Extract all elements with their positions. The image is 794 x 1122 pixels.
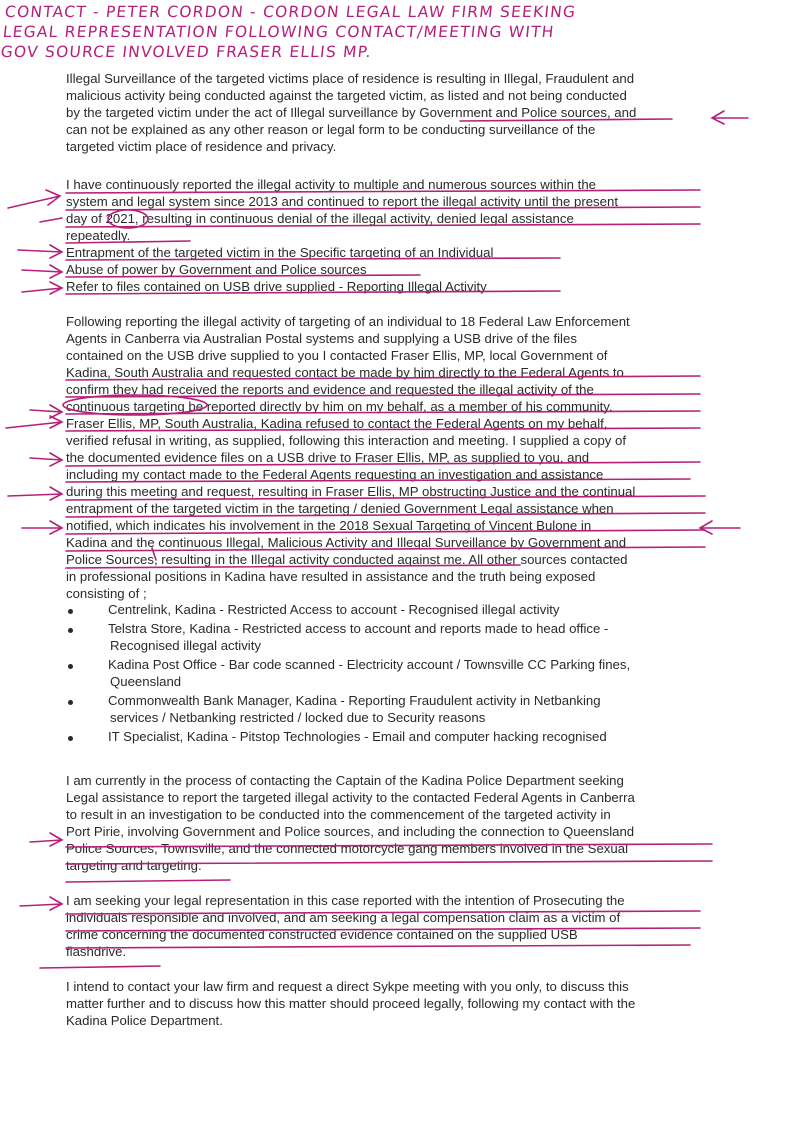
arrow-right-icon <box>22 282 62 294</box>
text-line: repeatedly. <box>66 228 131 243</box>
text-line: Refer to files contained on USB drive supplied - Reporting Illegal Activity <box>66 279 487 294</box>
arrow-right-icon <box>8 190 60 208</box>
arrow-right-icon <box>30 833 62 846</box>
text-line: flashdrive. <box>66 944 127 959</box>
arrow-right-icon <box>30 405 62 418</box>
arrow-right-icon <box>22 265 62 278</box>
text-line: matter further and to discuss how this matter should proceed legally, following my contact with the <box>66 996 636 1011</box>
text-line: crime concerning the documented constructed evidence contained on the supplied USB <box>66 927 578 942</box>
list-item-text: Kadina Post Office - Bar code scanned - Electricity account / Townsville CC Parking fines, <box>108 657 631 672</box>
header-note-line: LEGAL REPRESENTATION FOLLOWING CONTACT/MEETING WITH <box>1 23 556 41</box>
paragraph-surveillance <box>66 70 716 155</box>
text-line: Kadina, South Australia and requested contact be made by him directly to the Federal Agents to <box>66 365 624 380</box>
text-line: Legal assistance to report the targeted illegal activity to the contacted Federal Agents in Canberra <box>66 790 635 805</box>
text-line: including my contact made to the Federal Agents requesting an investigation and assistance <box>66 467 604 482</box>
text-line: Kadina and the continuous Illegal, Malicious Activity and Illegal Surveillance by Government and <box>66 535 627 550</box>
bullet-icon <box>68 700 73 705</box>
list-item-text: Recognised illegal activity <box>110 638 261 653</box>
text-line: targeting and targeting. <box>66 858 202 873</box>
text-line: notified, which indicates his involvement in the 2018 Sexual Targeting of Vincent Bulone in <box>66 518 592 533</box>
list-item <box>66 692 716 726</box>
arrow-right-icon <box>18 245 62 258</box>
text-line: Kadina Police Department. <box>66 1013 223 1028</box>
text-line: Following reporting the illegal activity of targeting of an individual to 18 Federal Law Enforcement <box>66 314 630 329</box>
text-line: I intend to contact your law firm and request a direct Sykpe meeting with you only, to discuss this <box>66 979 629 994</box>
text-line: Police Sources, Townsville, and the connected motorcycle gang members involved in the Sexual <box>66 841 628 856</box>
text-line: consisting of ; <box>66 586 147 601</box>
underline-mark <box>66 880 230 882</box>
text-line: Fraser Ellis, MP, South Australia, Kadina refused to contact the Federal Agents on my behalf, <box>66 416 608 431</box>
bullet-icon <box>68 609 73 614</box>
list-item-text: services / Netbanking restricted / locked due to Security reasons <box>110 710 486 725</box>
bullet-icon <box>68 628 73 633</box>
text-line: targeted victim place of residence and privacy. <box>66 139 337 154</box>
header-note-line: CONTACT - PETER CORDON - CORDON LEGAL LAW FIRM SEEKING <box>4 3 578 21</box>
list-item-text: Centrelink, Kadina - Restricted Access to account - Recognised illegal activity <box>108 602 560 617</box>
list-item-text: Telstra Store, Kadina - Restricted access to account and reports made to head office - <box>108 621 609 636</box>
header-note-line: GOV SOURCE INVOLVED FRASER ELLIS MP. <box>0 43 373 61</box>
underline-mark <box>40 966 160 968</box>
text-line: can not be explained as any other reason or legal form to be conducting surveillance of the <box>66 122 596 137</box>
paragraph-legal-representation <box>66 892 716 960</box>
text-line: Agents in Canberra via Australian Postal systems and supplying a USB drive of the files <box>66 331 577 346</box>
arrow-left-icon <box>712 111 748 124</box>
list-item <box>66 728 716 745</box>
arrow-right-icon <box>30 453 62 466</box>
text-line: verified refusal in writing, as supplied, following this interaction and meeting. I supplied a copy of <box>66 433 627 448</box>
arrow-right-icon <box>20 897 62 910</box>
handwritten-header-note <box>0 2 786 62</box>
text-line: the documented evidence files on a USB drive to Fraser Ellis, MP, as supplied to you, and <box>66 450 590 465</box>
text-line: contained on the USB drive supplied to you I contacted Fraser Ellis, MP, local Government of <box>66 348 608 363</box>
text-line: Illegal Surveillance of the targeted victims place of residence is resulting in Illegal, Fraudulent and <box>66 71 635 86</box>
arrow-right-icon <box>22 521 62 534</box>
text-line: I am currently in the process of contacting the Captain of the Kadina Police Department seeking <box>66 773 624 788</box>
list-item <box>66 620 716 654</box>
list-item-text: Queensland <box>110 674 182 689</box>
text-line: Police Sources, resulting in the Illegal activity conducted against me. All other sources contacted <box>66 552 628 567</box>
paragraph-police-captain <box>66 772 716 874</box>
sources-bullet-list <box>66 601 716 747</box>
paragraph-reporting <box>66 176 716 295</box>
text-line: I have continuously reported the illegal activity to multiple and numerous sources within the <box>66 177 596 192</box>
text-line: day of 2021, resulting in continuous denial of the illegal activity, denied legal assistance <box>66 211 574 226</box>
text-line: to result in an investigation to be conducted into the commencement of the targeted activity in <box>66 807 611 822</box>
text-line: continuous targeting be reported directly by him on my behalf, as a member of his community. <box>66 399 613 414</box>
text-line: I am seeking your legal representation in this case reported with the intention of Prosecuting the <box>66 893 625 908</box>
arrow-right-icon <box>6 416 62 428</box>
paragraph-skype-meeting <box>66 978 716 1029</box>
text-line: malicious activity being conducted against the targeted victim, as listed and not being conducted <box>66 88 627 103</box>
text-line: by the targeted victim under the act of Illegal surveillance by Government and Police sources, and <box>66 105 637 120</box>
list-item <box>66 601 716 618</box>
text-line: Port Pirie, involving Government and Police sources, and including the connection to Queensland <box>66 824 635 839</box>
text-line: system and legal system since 2013 and continued to report the illegal activity until the present <box>66 194 618 209</box>
bullet-icon <box>68 736 73 741</box>
text-line: Abuse of power by Government and Police sources <box>66 262 367 277</box>
paragraph-federal-agents <box>66 313 716 602</box>
list-item-text: IT Specialist, Kadina - Pitstop Technologies - Email and computer hacking recognised <box>108 729 607 744</box>
list-item <box>66 656 716 690</box>
text-line: during this meeting and request, resulting in Fraser Ellis, MP obstructing Justice and the continual <box>66 484 636 499</box>
text-line: Entrapment of the targeted victim in the Specific targeting of an Individual <box>66 245 494 260</box>
text-line: confirm they had received the reports and evidence and requested the illegal activity of the <box>66 382 594 397</box>
list-item-text: Commonwealth Bank Manager, Kadina - Reporting Fraudulent activity in Netbanking <box>108 693 601 708</box>
bullet-icon <box>68 664 73 669</box>
margin-mark <box>40 218 62 222</box>
arrow-right-icon <box>8 487 62 500</box>
text-line: entrapment of the targeted victim in the targeting / denied Government Legal assistance when <box>66 501 614 516</box>
text-line: in professional positions in Kadina have resulted in assistance and the truth being exposed <box>66 569 596 584</box>
text-line: individuals responsible and involved, and am seeking a legal compensation claim as a victim of <box>66 910 621 925</box>
